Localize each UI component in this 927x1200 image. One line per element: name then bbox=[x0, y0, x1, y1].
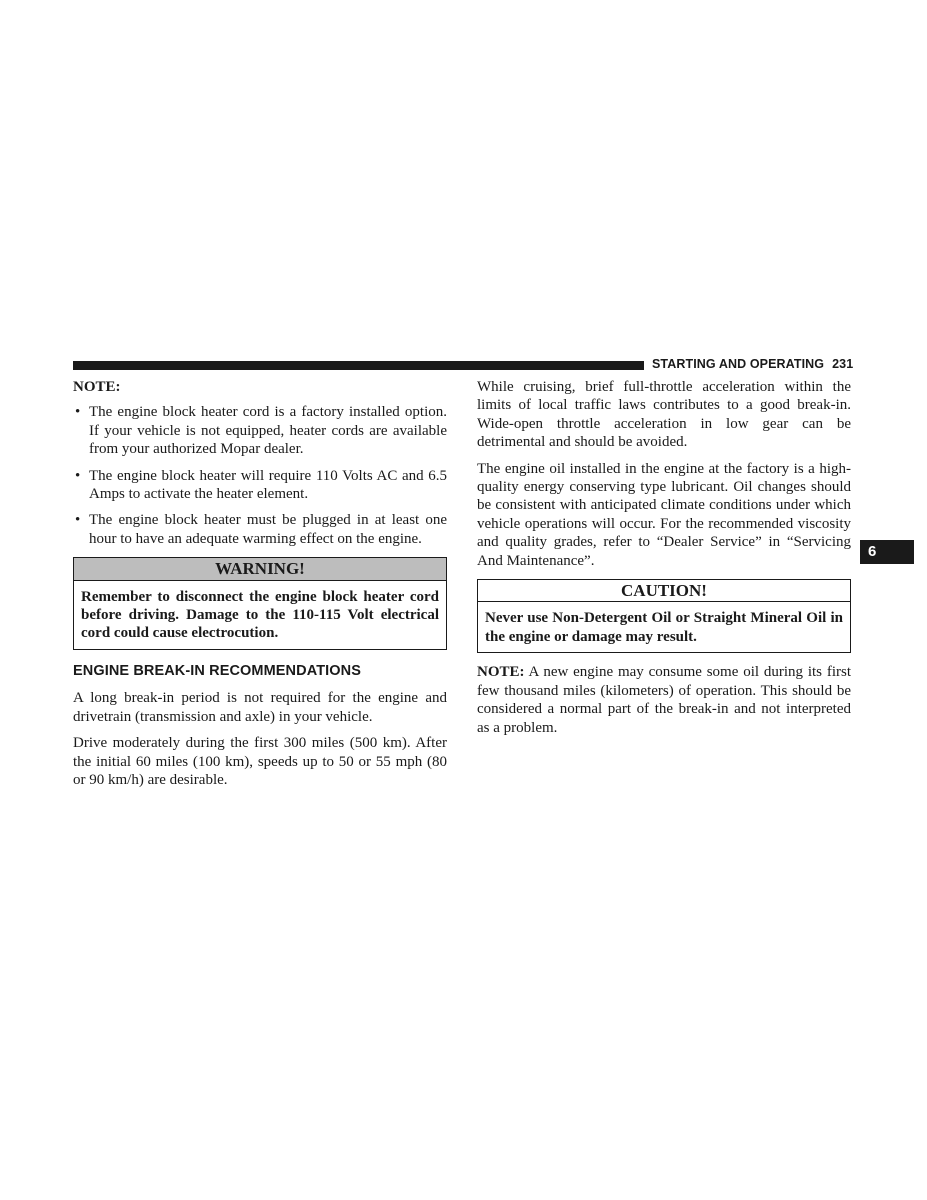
list-item: • The engine block heater cord is a factory installed option. If your vehicle is not equipped, heater cords are available from your authorized Mopar dealer. bbox=[75, 404, 447, 458]
warning-text: Remember to disconnect the engine block heater cord before driving. Damage to the 110-115 Volt electrical cord could cause electrocution. bbox=[81, 588, 439, 642]
left-column bbox=[73, 378, 447, 797]
note-label: NOTE: bbox=[73, 379, 121, 395]
caution-text: Never use Non-Detergent Oil or Straight Mineral Oil in the engine or damage may result. bbox=[485, 610, 843, 645]
warning-title: WARNING! bbox=[74, 558, 446, 580]
caution-box bbox=[477, 579, 851, 653]
warning-box bbox=[73, 557, 447, 650]
list-item: • The engine block heater must be plugged in at least one hour to have an adequate warming effect on the engine. bbox=[75, 512, 447, 547]
bullet-icon: • bbox=[75, 404, 81, 421]
page-number: 231 bbox=[832, 357, 854, 371]
running-header bbox=[652, 357, 852, 371]
right-column bbox=[477, 378, 851, 745]
bullet-icon: • bbox=[75, 512, 81, 529]
chapter-tab: 6 bbox=[860, 540, 914, 564]
section-title: STARTING AND OPERATING bbox=[652, 357, 825, 371]
note-text: A new engine may consume some oil during its first few thousand miles (kilometers) of operation. This should be considered a normal part of the break-in and not interpreted as a problem. bbox=[477, 664, 851, 736]
bullet-list bbox=[73, 403, 447, 548]
paragraph: A long break-in period is not required for the engine and drivetrain (transmission and axle) in your vehicle. bbox=[73, 690, 447, 725]
header-rule bbox=[73, 361, 644, 370]
note-label: NOTE: bbox=[477, 664, 525, 681]
paragraph: The engine oil installed in the engine at the factory is a high-quality energy conserving type lubricant. Oil changes should be consistent with anticipated climate conditions under which vehicle operations will occur. For the recommended viscosity and quality grades, refer to “Dealer Service” in “Servicing And Maintenance”. bbox=[477, 460, 851, 569]
caution-title: CAUTION! bbox=[478, 580, 850, 602]
bullet-icon: • bbox=[75, 467, 81, 484]
list-item: • The engine block heater will require 110 Volts AC and 6.5 Amps to activate the heater element. bbox=[75, 467, 447, 503]
final-note bbox=[477, 663, 851, 737]
paragraph: While cruising, brief full-throttle acceleration within the limits of local traffic laws contributes to a good break-in. Wide-open throttle acceleration in low gear can be detrimental and should be avoided. bbox=[477, 379, 851, 451]
paragraph: Drive moderately during the first 300 miles (500 km). After the initial 60 miles (100 km), speeds up to 50 or 55 mph (80 or 90 km/h) are desirable. bbox=[73, 735, 447, 788]
section-heading: ENGINE BREAK-IN RECOMMENDATIONS bbox=[73, 662, 362, 679]
